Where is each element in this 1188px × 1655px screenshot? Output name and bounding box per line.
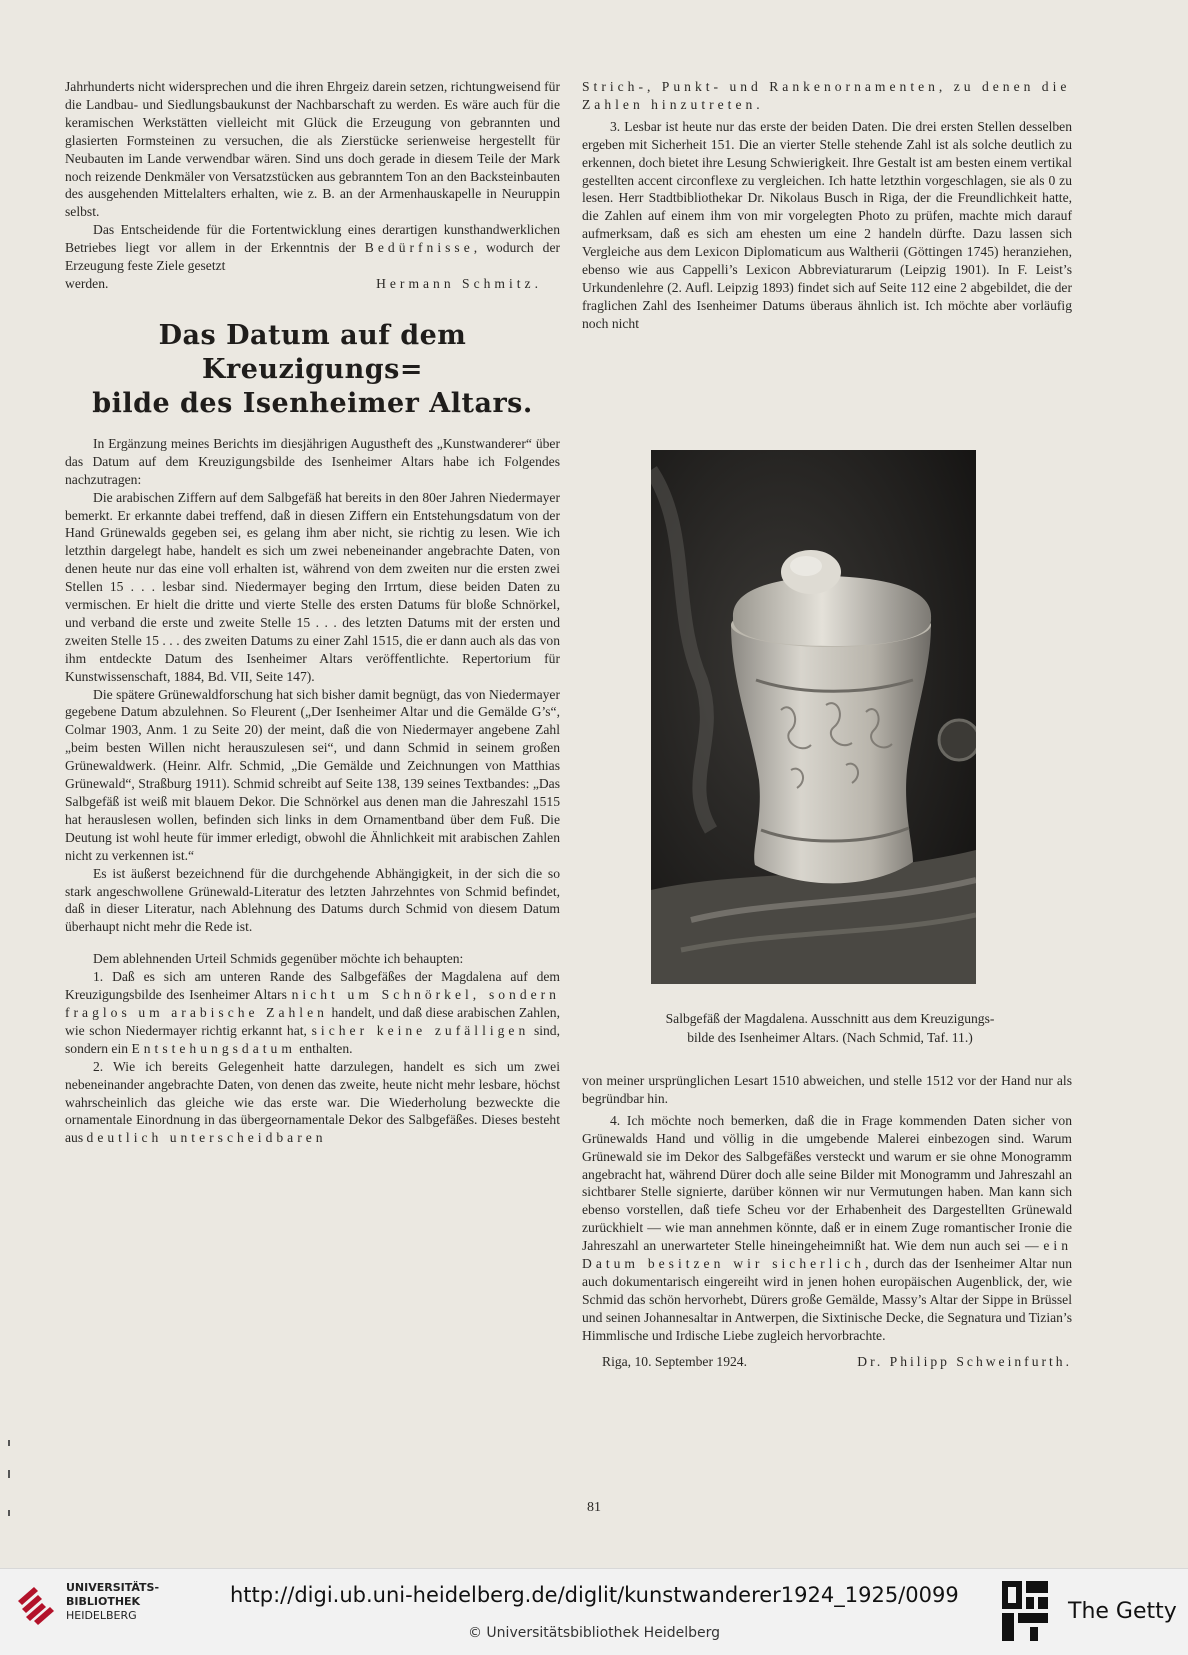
- spaced-text: deutlich unterscheidbaren: [86, 1130, 327, 1146]
- spaced-text: sicher keine zufälligen: [311, 1022, 530, 1038]
- paragraph: [582, 1112, 1072, 1345]
- paragraph: von meiner ursprünglichen Lesart 1510 abweichen, und stelle 1512 vor der Hand nur als begründbar hin.: [582, 1073, 1072, 1106]
- left-column: [65, 78, 560, 1147]
- paragraph: Die arabischen Ziffern auf dem Salbgefäß hat bereits in den 80er Jahren Niedermayer bemerkt. Er erkannte dabei treffend, daß in diesen Ziffern ein Entstehungsdatum von der Hand Grünewalds gegeben sei, es gelang ihm aber nicht, sie richtig zu lesen. Wie ich letzthin dargelegt habe, handelt es sich um zwei nebeneinander angebrachte Daten, von denen heute nur das eine voll erhalten ist, während von dem zweiten nur die ersten zwei Stellen 15 . . . lesbar sind. Niedermayer beging den Irrtum, diese beiden Daten zu vermischen. Er hielt die dritte und vierte Stelle des ersten Datums für bloße Schnörkel, und verband die erste und zweite Stelle 15 . . . des letzten Datums mit der ersten und zweiten Stelle 15 . . . des zweiten Datums zu einer Zahl 1515, die er dann auch als das von ihm entdeckte Datum des Isenheimer Altars veröffentlichte. Repertorium für Kunstwissenschaft, 1884, Bd. VII, Seite 147).: [65, 489, 560, 684]
- spaced-text: nicht um Schnörkel, sondern fraglos um arabische Zahlen: [65, 987, 560, 1020]
- signature-place-date: Riga, 10. September 1924.: [602, 1353, 747, 1369]
- text-run: handelt, und daß diese arabischen Zahlen, wie schon Niedermayer richtig erkannt hat,: [65, 1004, 560, 1038]
- caption-line: bilde des Isenheimer Altars. (Nach Schmid, Taf. 11.): [687, 1030, 973, 1045]
- library-name-line: HEIDELBERG: [66, 1609, 137, 1622]
- salbgefaess-photo: [651, 450, 976, 984]
- heading-line: bilde des Isenheimer Altars.: [92, 387, 533, 419]
- article-heading: [65, 319, 560, 421]
- text-run: Das Entscheidende für die Fortentwicklung eines derartigen kunsthandwerklichen Betriebes liegt vor allem in der Erkenntnis der: [65, 222, 560, 256]
- jar-illustration: [651, 450, 976, 984]
- paragraph: [65, 1058, 560, 1148]
- paragraph: In Ergänzung meines Berichts im diesjährigen Augustheft des „Kunstwanderer“ über das Datum auf dem Kreuzigungsbilde des Isenheimer Altars habe ich Folgendes nachzutragen:: [65, 435, 560, 487]
- permalink-url[interactable]: http://digi.ub.uni-heidelberg.de/diglit/kunstwanderer1924_1925/0099: [230, 1583, 959, 1607]
- paragraph: Dem ablehnenden Urteil Schmids gegenüber möchte ich behaupten:: [93, 951, 464, 967]
- text-run: , durch das der Isenheimer Altar nun auch dokumentarisch eingereiht wird in jenen hohen europäischen Augenblick, der, wie Schmid das schön hervorhebt, Dürers große Gemälde, Massy’s Altar der Sippe in Brüssel und seinen Johannesaltar in Antwerpen, die Sixtinische Decke, die Segnatura und Tizian’s Himmlische und Irdische Liebe zugleich hervorbrachte.: [582, 1256, 1072, 1343]
- library-name: [66, 1581, 159, 1623]
- university-library-logo-icon: [14, 1581, 60, 1627]
- text-run: sind, sondern ein: [65, 1022, 560, 1056]
- author-signature: [582, 1353, 1072, 1371]
- page-number: 81: [587, 1500, 601, 1515]
- spaced-text: Bedürfnisse: [364, 240, 474, 256]
- text-run: 4. Ich möchte noch bemerken, daß die in Frage kommenden Daten sicher von Grünewalds Hand und völlig in die umgebende Malerei einbezogen sind. Warum Grünewald sie im Dekor des Salbgefäßes versteckt und warum er sie ohne Monogramm angebracht hat, während Dürer doch alle seine Bilder mit Monogramm und Jahreszahl an sichtbarer Stelle signierte, darüber können wir nur Vermutungen haben. Man kann sich ebenso vorstellen, daß tiefe Scheu vor der Erhabenheit des Dargestellten Grünewald zurückhielt — wie man annehmen könnte, daß er in einem Zuge romantischer Ironie die Jahreszahl an unerwarteter Stelle hineingeheimnißt hat. Wie dem nun auch sei —: [582, 1112, 1072, 1254]
- library-name-line: BIBLIOTHEK: [66, 1595, 141, 1608]
- paragraph: 3. Lesbar ist heute nur das erste der beiden Daten. Die drei ersten Stellen desselben ergeben mit Sicherheit 151. Die an vierter Stelle stehende Zahl ist als solche deutlich zu erkennen, doch bietet ihre Lesung Schwierigkeit. Ihre Gestalt ist am besten einem vertikal gestellten accent circonflexe zu vergleichen. Ich hatte letzthin vorgeschlagen, sie als 0 zu lesen. Herr Stadtbibliothekar Dr. Nikolaus Busch in Riga, der die Freundlichkeit hatte, die Zahlen auf einem ihm von mir vorgelegten Photo zu prüfen, machte mich darauf aufmerksam, daß es sich am ehesten um eine 2 handeln dürfte. Dazu lassen sich Vergleiche aus dem Lexicon Diplomaticum aus Waltherii (Göttingen 1745) heranziehen, ebenso wie aus Cappelli’s Lexicon Abbreviaturarum (Leipzig 1901). In F. Leist’s Urkundenlehre (2. Aufl. Leipzig 1893) findet sich auf Seite 112 eine 2 abgebildet, die der fraglichen Zahl des Isenheimer Datums überaus ähnlich ist. Ich möchte aber vorläufig noch nicht: [582, 118, 1072, 331]
- paragraph: [65, 221, 560, 275]
- library-name-line: UNIVERSITÄTS-: [66, 1581, 160, 1594]
- photo-caption: [590, 1009, 1070, 1047]
- paragraph: Strich-, Punkt- und Rankenornamenten, zu denen die Zahlen hinzutreten.: [582, 79, 1071, 112]
- paragraph: [65, 968, 560, 1058]
- paragraph: Die spätere Grünewaldforschung hat sich bisher damit begnügt, das von Niedermayer gegebene Datum abzulehnen. So Fleurent („Der Isenheimer Altar und die Gemälde G’s“, Colmar 1903, Anm. 1 zu Seite 20) der meint, daß die von Niedermayer angebene Zahl „beim besten Willen nicht herauszulesen sei“, und dann Schmid in seinem großen Grünewaldwerk. (Heinr. Alfr. Schmid, „Die Gemälde und Zeichnungen von Matthias Grünewald“, Straßburg 1911). Schmid schreibt auf Seite 138, 139 seines Textbandes: „Das Salbgefäß ist weiß mit blauem Dekor. Die Schnörkel aus denen man die Jahreszahl 1515 hat herauslesen wollen, befinden sich links in dem Ornamentband über dem Fuß. Die Deutung ist wohl heute für immer erledigt, obwohl die Ähnlichkeit mit arabischen Zahlen nicht zu verkennen ist.“: [65, 686, 560, 863]
- paragraph: Es ist äußerst bezeichnend für die durchgehende Abhängigkeit, in der sich die so stark angeschwollene Grünewald-Literatur des letzten Jahrzehntes von Schmid befindet, daß in dieser Literatur, nach Ablehnung des Datums durch Schmid von diesem Datum überhaupt nicht mehr die Rede ist.: [65, 865, 560, 935]
- right-column-bottom: [582, 1072, 1072, 1371]
- author-name: Dr. Philipp Schweinfurth.: [857, 1353, 1072, 1369]
- signature-lead: werden.: [65, 275, 109, 291]
- scan-edge-marks: [6, 1440, 12, 1560]
- getty-logo-icon: [1000, 1579, 1050, 1643]
- copyright-notice: © Universitätsbibliothek Heidelberg: [467, 1625, 720, 1641]
- author-signature: [65, 275, 560, 293]
- spaced-text: ein Datum besitzen wir sicherlich: [582, 1238, 1072, 1272]
- paragraph: Jahrhunderts nicht widersprechen und die ihren Ehrgeiz darein setzen, richtungweisend für die Landbau- und Siedlungsbaukunst der Nachbarschaft zu werden. Es wäre auch für die keramischen Werkstätten vielleicht mit Glück die Erzeugung von gebrannten und glasierten Formsteinen zu versuchen, die als Zierstücke serienweise hergestellt für Neubauten im Lande verwendbar wären. Sind uns doch gerade in diesem Teile der Mark noch reizende Denkmäler von Versatzstücken aus gebranntem Ton an den Backsteinbauten des ausgehenden Mittelalters erhalten, wie z. B. an der Armenhauskapelle in Neuruppin selbst.: [65, 79, 560, 220]
- text-run: , wodurch der Erzeugung feste Ziele gesetzt: [65, 240, 560, 274]
- text-run: 2. Wie ich bereits Gelegenheit hatte darzulegen, handelt es sich um zwei nebeneinander angebrachte Daten, von denen das zweite, heute nicht mehr lesbare, höchst wahrscheinlich das gleiche wie das erste war. Die Wiederholung bezweckte die ornamentale Einordnung in das übergeornamentale Dekor des Salbgefäßes. Dieses besteht aus: [65, 1058, 560, 1146]
- author-name: Hermann Schmitz.: [376, 275, 542, 291]
- text-run: enthalten.: [299, 1040, 353, 1056]
- getty-wordmark: The Getty: [1068, 1599, 1177, 1624]
- spacer: [65, 936, 560, 950]
- text-run: 1. Daß es sich am unteren Rande des Salbgefäßes der Magdalena auf dem Kreuzigungsbilde des Isenheimer Altars: [65, 969, 560, 1003]
- right-column-top: [582, 78, 1072, 333]
- heading-line: Das Datum auf dem Kreuzigungs=: [158, 319, 467, 385]
- digitization-footer: [0, 1568, 1188, 1655]
- spaced-text: Entstehungsdatum: [131, 1040, 296, 1056]
- caption-line: Salbgefäß der Magdalena. Ausschnitt aus dem Kreuzigungs-: [665, 1011, 995, 1026]
